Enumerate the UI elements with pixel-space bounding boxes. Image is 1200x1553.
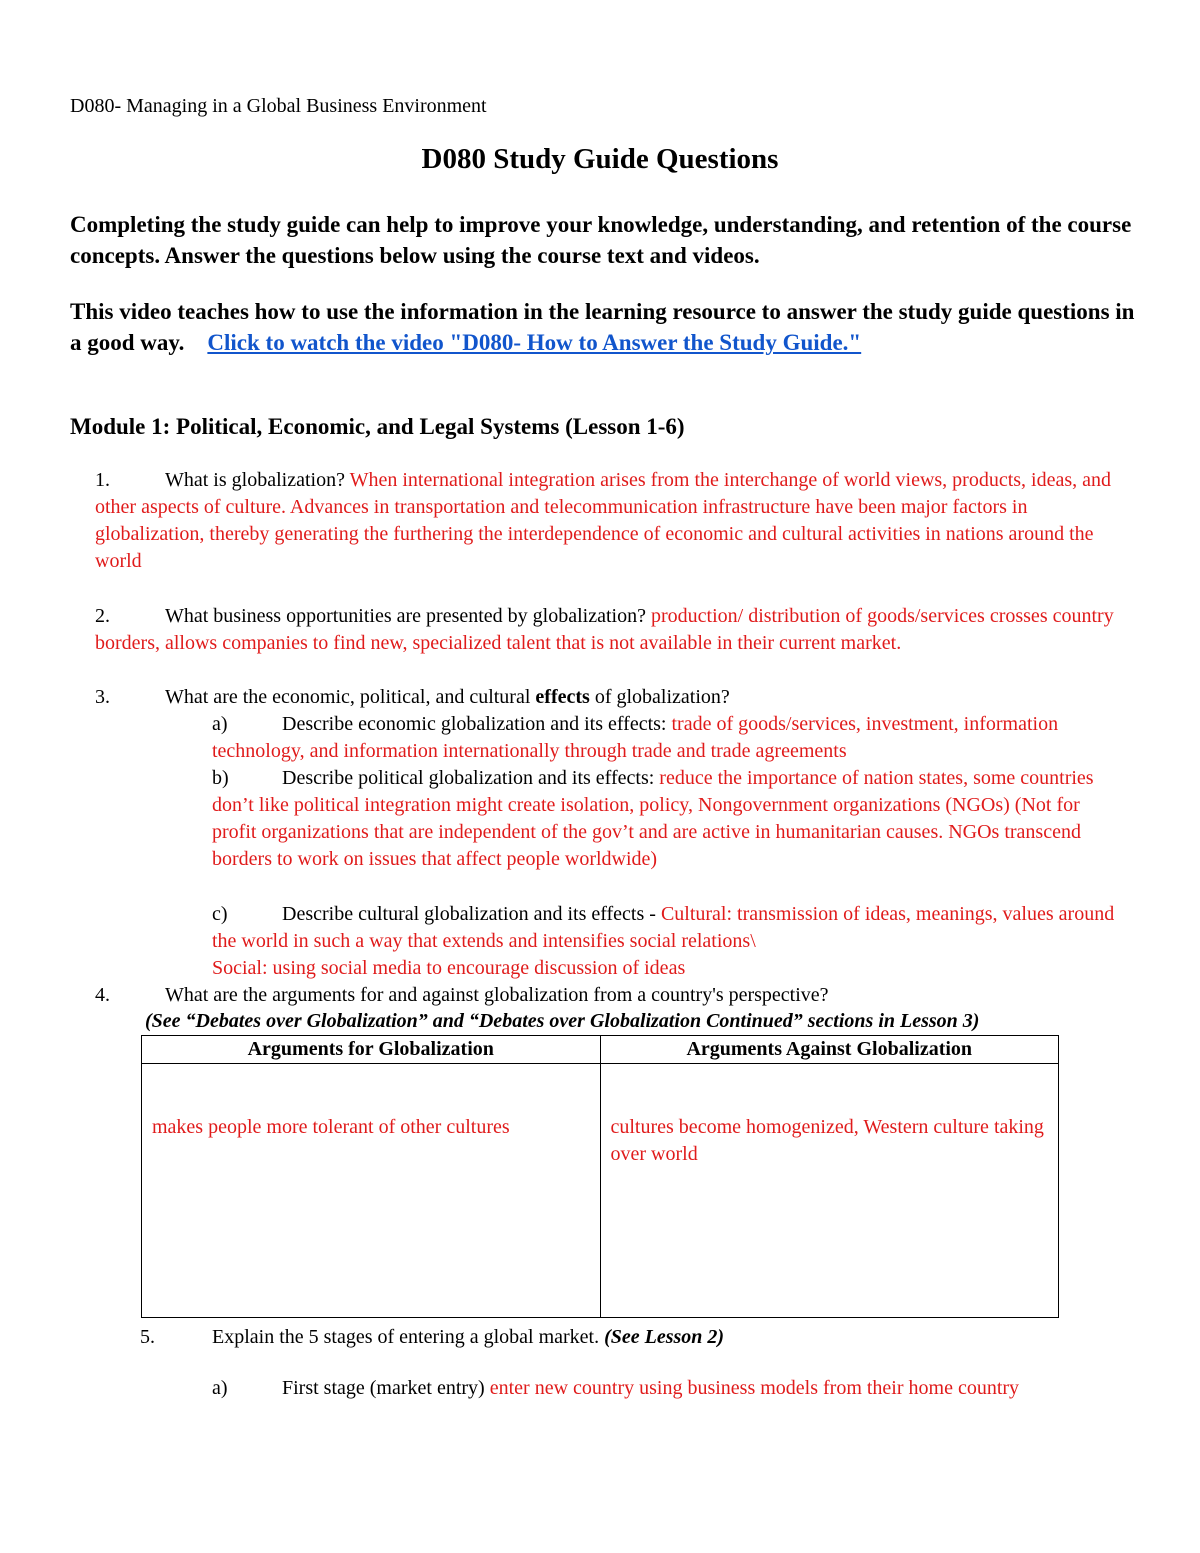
question-number: 5. [140,1326,155,1348]
table-header-row [142,1036,1059,1064]
answer-text: trade of goods/services, investment, information technology, and information internationally through trade and trade agreements [212,713,1059,762]
sub-question-label: a) [212,1377,228,1399]
question-number: 4. [95,984,110,1006]
column-header-against: Arguments Against Globalization [600,1036,1059,1064]
lesson-reference: (See Lesson 2) [604,1326,725,1348]
question-text: What are the arguments for and against globalization from a country's perspective? [165,984,829,1006]
page-title: D080 Study Guide Questions [421,143,779,175]
question-number: 3. [95,686,110,708]
arguments-table [141,1035,1059,1318]
question-3c [212,901,1132,982]
answer-text: When international integration arises from the interchange of world views, products, ideas, and other aspects of culture. Advances in transportation and telecommunication infrastructure have been major factors in globalization, thereby generating the furthering the interdependence of economic and cultural activities in nations around the world [95,469,1112,572]
question-emphasis: effects [535,686,590,708]
video-link[interactable]: Click to watch the video "D080- How to Answer the Study Guide." [207,330,862,355]
answer-text: production/ distribution of goods/services crosses country borders, allows companies to find new, specialized talent that is not available in their current market. [95,605,1114,654]
question-text: Explain the 5 stages of entering a global market. [212,1326,600,1348]
question-text: What are the economic, political, and cultural [165,686,531,708]
sub-question-text: Describe economic globalization and its effects: [282,713,667,735]
answer-text-social: Social: using social media to encourage discussion of ideas [212,957,686,979]
question-5a [212,1375,1102,1402]
question-5 [140,1324,1130,1351]
intro-paragraph-2 [70,296,1140,358]
module-heading: Module 1: Political, Economic, and Legal Systems (Lesson 1-6) [70,414,685,439]
question-text: What business opportunities are presented by globalization? [165,605,646,627]
lesson-reference-note: (See “Debates over Globalization” and “Debates over Globalization Continued” sections in Lesson 3) [145,1010,980,1032]
table-row [142,1064,1059,1318]
question-4 [95,982,1135,1009]
cell-against-answer: cultures become homogenized, Western culture taking over world [600,1064,1059,1318]
cell-for-answer: makes people more tolerant of other cultures [142,1064,601,1318]
sub-question-label: a) [212,713,228,735]
question-3a [212,711,1102,765]
question-3b [212,765,1102,873]
question-3 [95,684,1135,711]
sub-question-label: b) [212,767,229,789]
sub-question-text: First stage (market entry) [282,1377,485,1399]
sub-question-label: c) [212,903,228,925]
question-number: 2. [95,605,110,627]
question-text: What is globalization? [165,469,345,491]
question-text-end: of globalization? [594,686,730,708]
answer-text: enter new country using business models from their home country [489,1377,1020,1399]
column-header-for: Arguments for Globalization [142,1036,601,1064]
intro-video-text: This video teaches how to use the information in the learning resource to answer the study guide questions in a good way. [70,299,1135,355]
sub-question-text: Describe cultural globalization and its effects - [282,903,656,925]
answer-text: Cultural: transmission of ideas, meanings, values around the world in such a way that extends and intensifies social relations\ [212,903,1115,952]
question-number: 1. [95,469,110,491]
answer-text: reduce the importance of nation states, some countries don’t like political integration might create isolation, policy, Nongovernment organizations (NGOs) (Not for profit organizations that are independent of the gov’t and are active in humanitarian causes. NGOs transcend borders to work on issues that affect people worldwide) [212,767,1094,870]
question-2 [95,603,1135,657]
sub-question-text: Describe political globalization and its effects: [282,767,655,789]
course-header: D080- Managing in a Global Business Environment [70,95,487,117]
intro-paragraph-1: Completing the study guide can help to improve your knowledge, understanding, and retention of the course concepts. Answer the questions below using the course text and videos. [70,212,1132,268]
question-1 [95,467,1135,575]
